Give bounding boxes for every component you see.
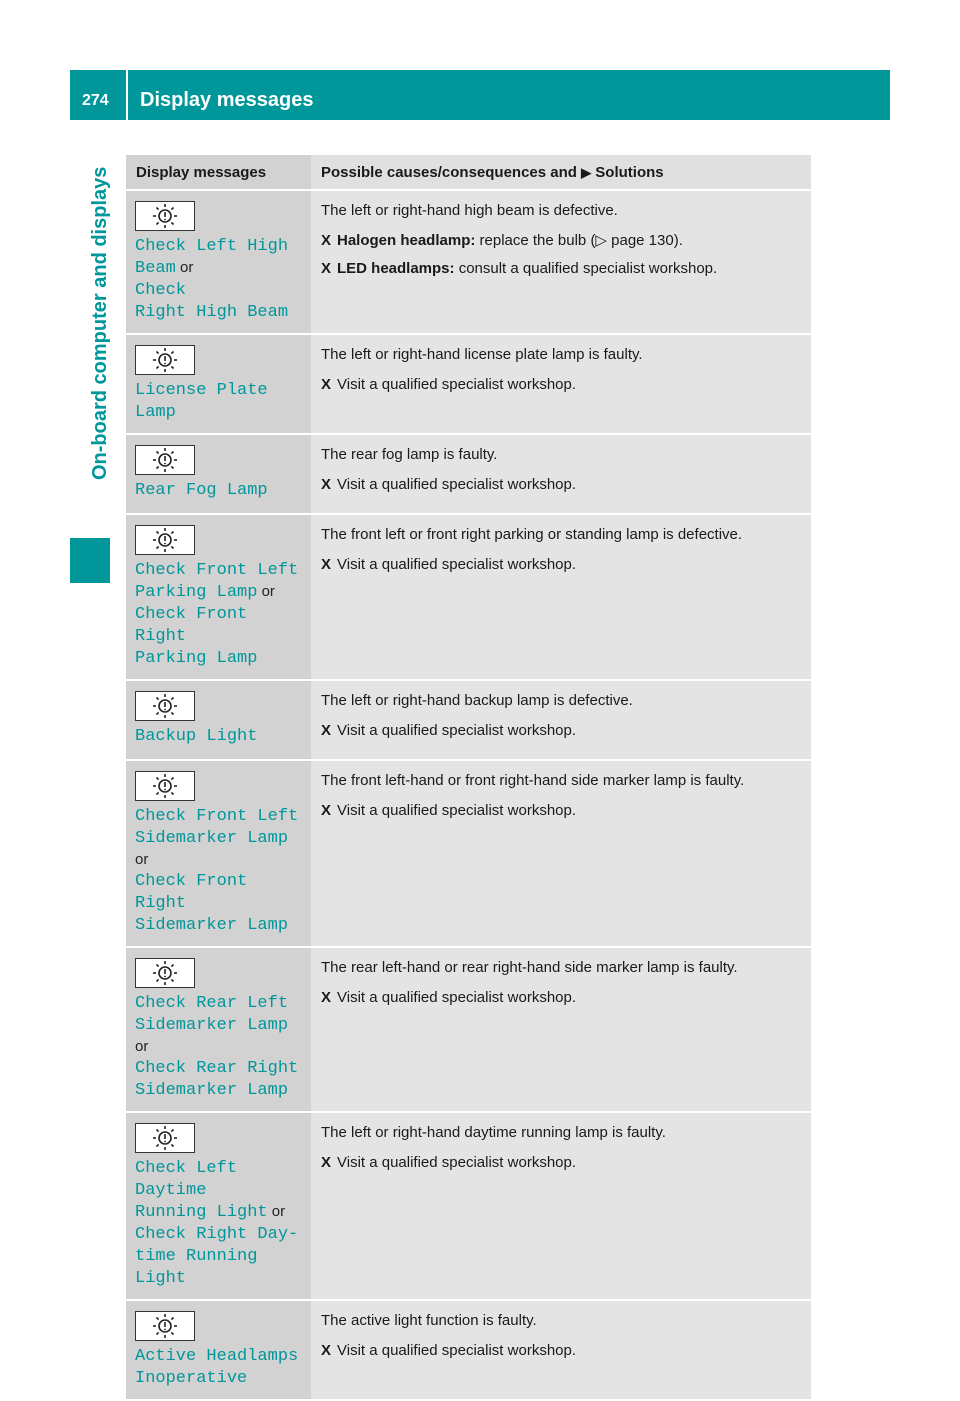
display-message-cell <box>126 1112 311 1300</box>
message-segment: Rear Fog Lamp <box>135 481 268 500</box>
step-x-icon: X <box>321 232 332 249</box>
lamp-fault-icon <box>135 201 195 231</box>
lamp-fault-icon <box>135 445 195 475</box>
message-segment: Parking Lamp <box>135 649 258 668</box>
display-message-text <box>135 805 303 936</box>
cause-description: The front left-hand or front right-hand side marker lamp is faulty. <box>321 772 745 789</box>
message-segment: Check Left High <box>135 237 289 256</box>
message-segment: Active Headlamps <box>135 1347 299 1366</box>
col-header-solutions-label: Solutions <box>595 163 664 181</box>
message-segment: Sidemarker Lamp <box>135 916 289 935</box>
lamp-fault-icon <box>135 345 195 375</box>
page-number: 274 <box>82 92 109 109</box>
side-tab-label: On-board computer and displays <box>89 166 111 480</box>
message-segment: Running Light <box>135 1203 268 1222</box>
solutions-cell <box>311 1300 811 1400</box>
solution-step <box>321 801 803 821</box>
step-text: Visit a qualified specialist workshop. <box>337 556 577 573</box>
solutions-cell <box>311 760 811 947</box>
message-segment: Sidemarker Lamp <box>135 1016 289 1035</box>
table-row <box>126 1112 811 1300</box>
lamp-fault-icon <box>135 1123 195 1153</box>
step-text: Visit a qualified specialist workshop. <box>337 476 577 493</box>
step-x-icon: X <box>321 989 332 1006</box>
table-row <box>126 760 811 947</box>
display-message-cell <box>126 947 311 1112</box>
step-text: Visit a qualified specialist workshop. <box>337 989 577 1006</box>
lamp-fault-icon <box>135 691 195 721</box>
step-x-icon: X <box>321 722 332 739</box>
solution-step <box>321 259 803 279</box>
display-message-cell <box>126 1300 311 1400</box>
message-segment: Sidemarker Lamp <box>135 1081 289 1100</box>
cause-description: The front left or front right parking or standing lamp is defective. <box>321 526 743 543</box>
display-message-text <box>135 725 303 747</box>
step-text: Visit a qualified specialist workshop. <box>337 1154 577 1171</box>
play-arrow-icon: ▶ <box>581 164 592 180</box>
step-text: replace the bulb (▷ page 130). <box>475 232 683 249</box>
step-bold-label: Halogen headlamp: <box>337 232 476 249</box>
message-segment: Check <box>135 281 187 300</box>
message-connector: or <box>267 1203 286 1220</box>
step-text: Visit a qualified specialist workshop. <box>337 722 577 739</box>
step-text: Visit a qualified specialist workshop. <box>337 1342 577 1359</box>
solution-step <box>321 375 803 395</box>
solution-step <box>321 721 803 741</box>
cause-description: The rear left-hand or rear right-hand side marker lamp is faulty. <box>321 959 738 976</box>
display-message-cell <box>126 514 311 680</box>
step-text: Visit a qualified specialist workshop. <box>337 802 577 819</box>
solution-step <box>321 555 803 575</box>
display-message-text <box>135 379 303 423</box>
table-row <box>126 680 811 760</box>
display-message-text <box>135 479 303 501</box>
message-segment: Beam <box>135 259 176 278</box>
display-message-text <box>135 992 303 1101</box>
display-message-cell <box>126 434 311 514</box>
message-connector: or <box>257 583 275 600</box>
cause-description: The left or right-hand backup lamp is defective. <box>321 692 633 709</box>
col-header-causes: Possible causes/consequences and <box>321 163 577 181</box>
step-x-icon: X <box>321 260 332 277</box>
display-message-cell <box>126 190 311 334</box>
cause-description: The left or right-hand high beam is defective. <box>321 202 618 219</box>
solutions-cell <box>311 1112 811 1300</box>
message-segment: Right High Beam <box>135 303 289 322</box>
step-x-icon: X <box>321 476 332 493</box>
header-divider <box>126 70 128 120</box>
page-header <box>70 70 890 120</box>
table-header-row <box>126 155 811 190</box>
message-segment: Parking Lamp <box>135 583 258 602</box>
display-message-cell <box>126 334 311 434</box>
cause-description: The rear fog lamp is faulty. <box>321 446 498 463</box>
solution-step <box>321 1153 803 1173</box>
col-header-display-messages: Display messages <box>126 155 311 190</box>
side-tab <box>70 130 110 1285</box>
message-segment: Check Front Right <box>135 605 248 646</box>
display-message-text <box>135 235 303 323</box>
solution-step <box>321 1341 803 1361</box>
cause-description: The left or right-hand license plate lamp is faulty. <box>321 346 643 363</box>
step-text: consult a qualified specialist workshop. <box>454 260 718 277</box>
message-segment: Sidemarker Lamp <box>135 829 289 848</box>
side-tab-text <box>70 130 110 530</box>
solutions-cell <box>311 190 811 334</box>
table-row <box>126 514 811 680</box>
step-x-icon: X <box>321 376 332 393</box>
display-messages-table <box>126 155 811 1401</box>
solutions-cell <box>311 947 811 1112</box>
message-connector: or <box>135 851 149 868</box>
message-segment: Check Rear Right <box>135 1059 299 1078</box>
solution-step <box>321 988 803 1008</box>
step-x-icon: X <box>321 1342 332 1359</box>
solutions-cell <box>311 514 811 680</box>
solution-step <box>321 475 803 495</box>
table-row <box>126 947 811 1112</box>
message-segment: Check Left Daytime <box>135 1159 238 1200</box>
display-message-text <box>135 1345 303 1389</box>
solutions-cell <box>311 680 811 760</box>
table-row <box>126 1300 811 1400</box>
message-connector: or <box>175 259 194 276</box>
message-segment: Backup Light <box>135 727 258 746</box>
display-message-cell <box>126 760 311 947</box>
display-message-cell <box>126 680 311 760</box>
message-connector: or <box>135 1038 149 1055</box>
solutions-cell <box>311 434 811 514</box>
table-row <box>126 434 811 514</box>
message-segment: Check Front Right <box>135 872 248 913</box>
lamp-fault-icon <box>135 1311 195 1341</box>
table-row <box>126 190 811 334</box>
message-segment: Check Front Left <box>135 807 299 826</box>
message-segment: Inoperative <box>135 1369 248 1388</box>
lamp-fault-icon <box>135 771 195 801</box>
cause-description: The left or right-hand daytime running lamp is faulty. <box>321 1124 666 1141</box>
display-message-text <box>135 559 303 669</box>
step-x-icon: X <box>321 802 332 819</box>
lamp-fault-icon <box>135 958 195 988</box>
solutions-cell <box>311 334 811 434</box>
lamp-fault-icon <box>135 525 195 555</box>
step-text: Visit a qualified specialist workshop. <box>337 376 577 393</box>
col-header-solutions <box>311 155 811 190</box>
message-segment: time Running Light <box>135 1247 258 1288</box>
step-x-icon: X <box>321 556 332 573</box>
side-tab-marker <box>70 538 110 583</box>
solution-step <box>321 231 803 251</box>
display-message-text <box>135 1157 303 1289</box>
message-segment: Check Front Left <box>135 561 299 580</box>
cause-description: The active light function is faulty. <box>321 1312 537 1329</box>
step-x-icon: X <box>321 1154 332 1171</box>
table-row <box>126 334 811 434</box>
message-segment: Check Rear Left <box>135 994 289 1013</box>
page-title: Display messages <box>140 89 314 111</box>
message-segment: License Plate Lamp <box>135 381 268 422</box>
message-segment: Check Right Day‐ <box>135 1225 299 1244</box>
step-bold-label: LED headlamps: <box>337 260 455 277</box>
